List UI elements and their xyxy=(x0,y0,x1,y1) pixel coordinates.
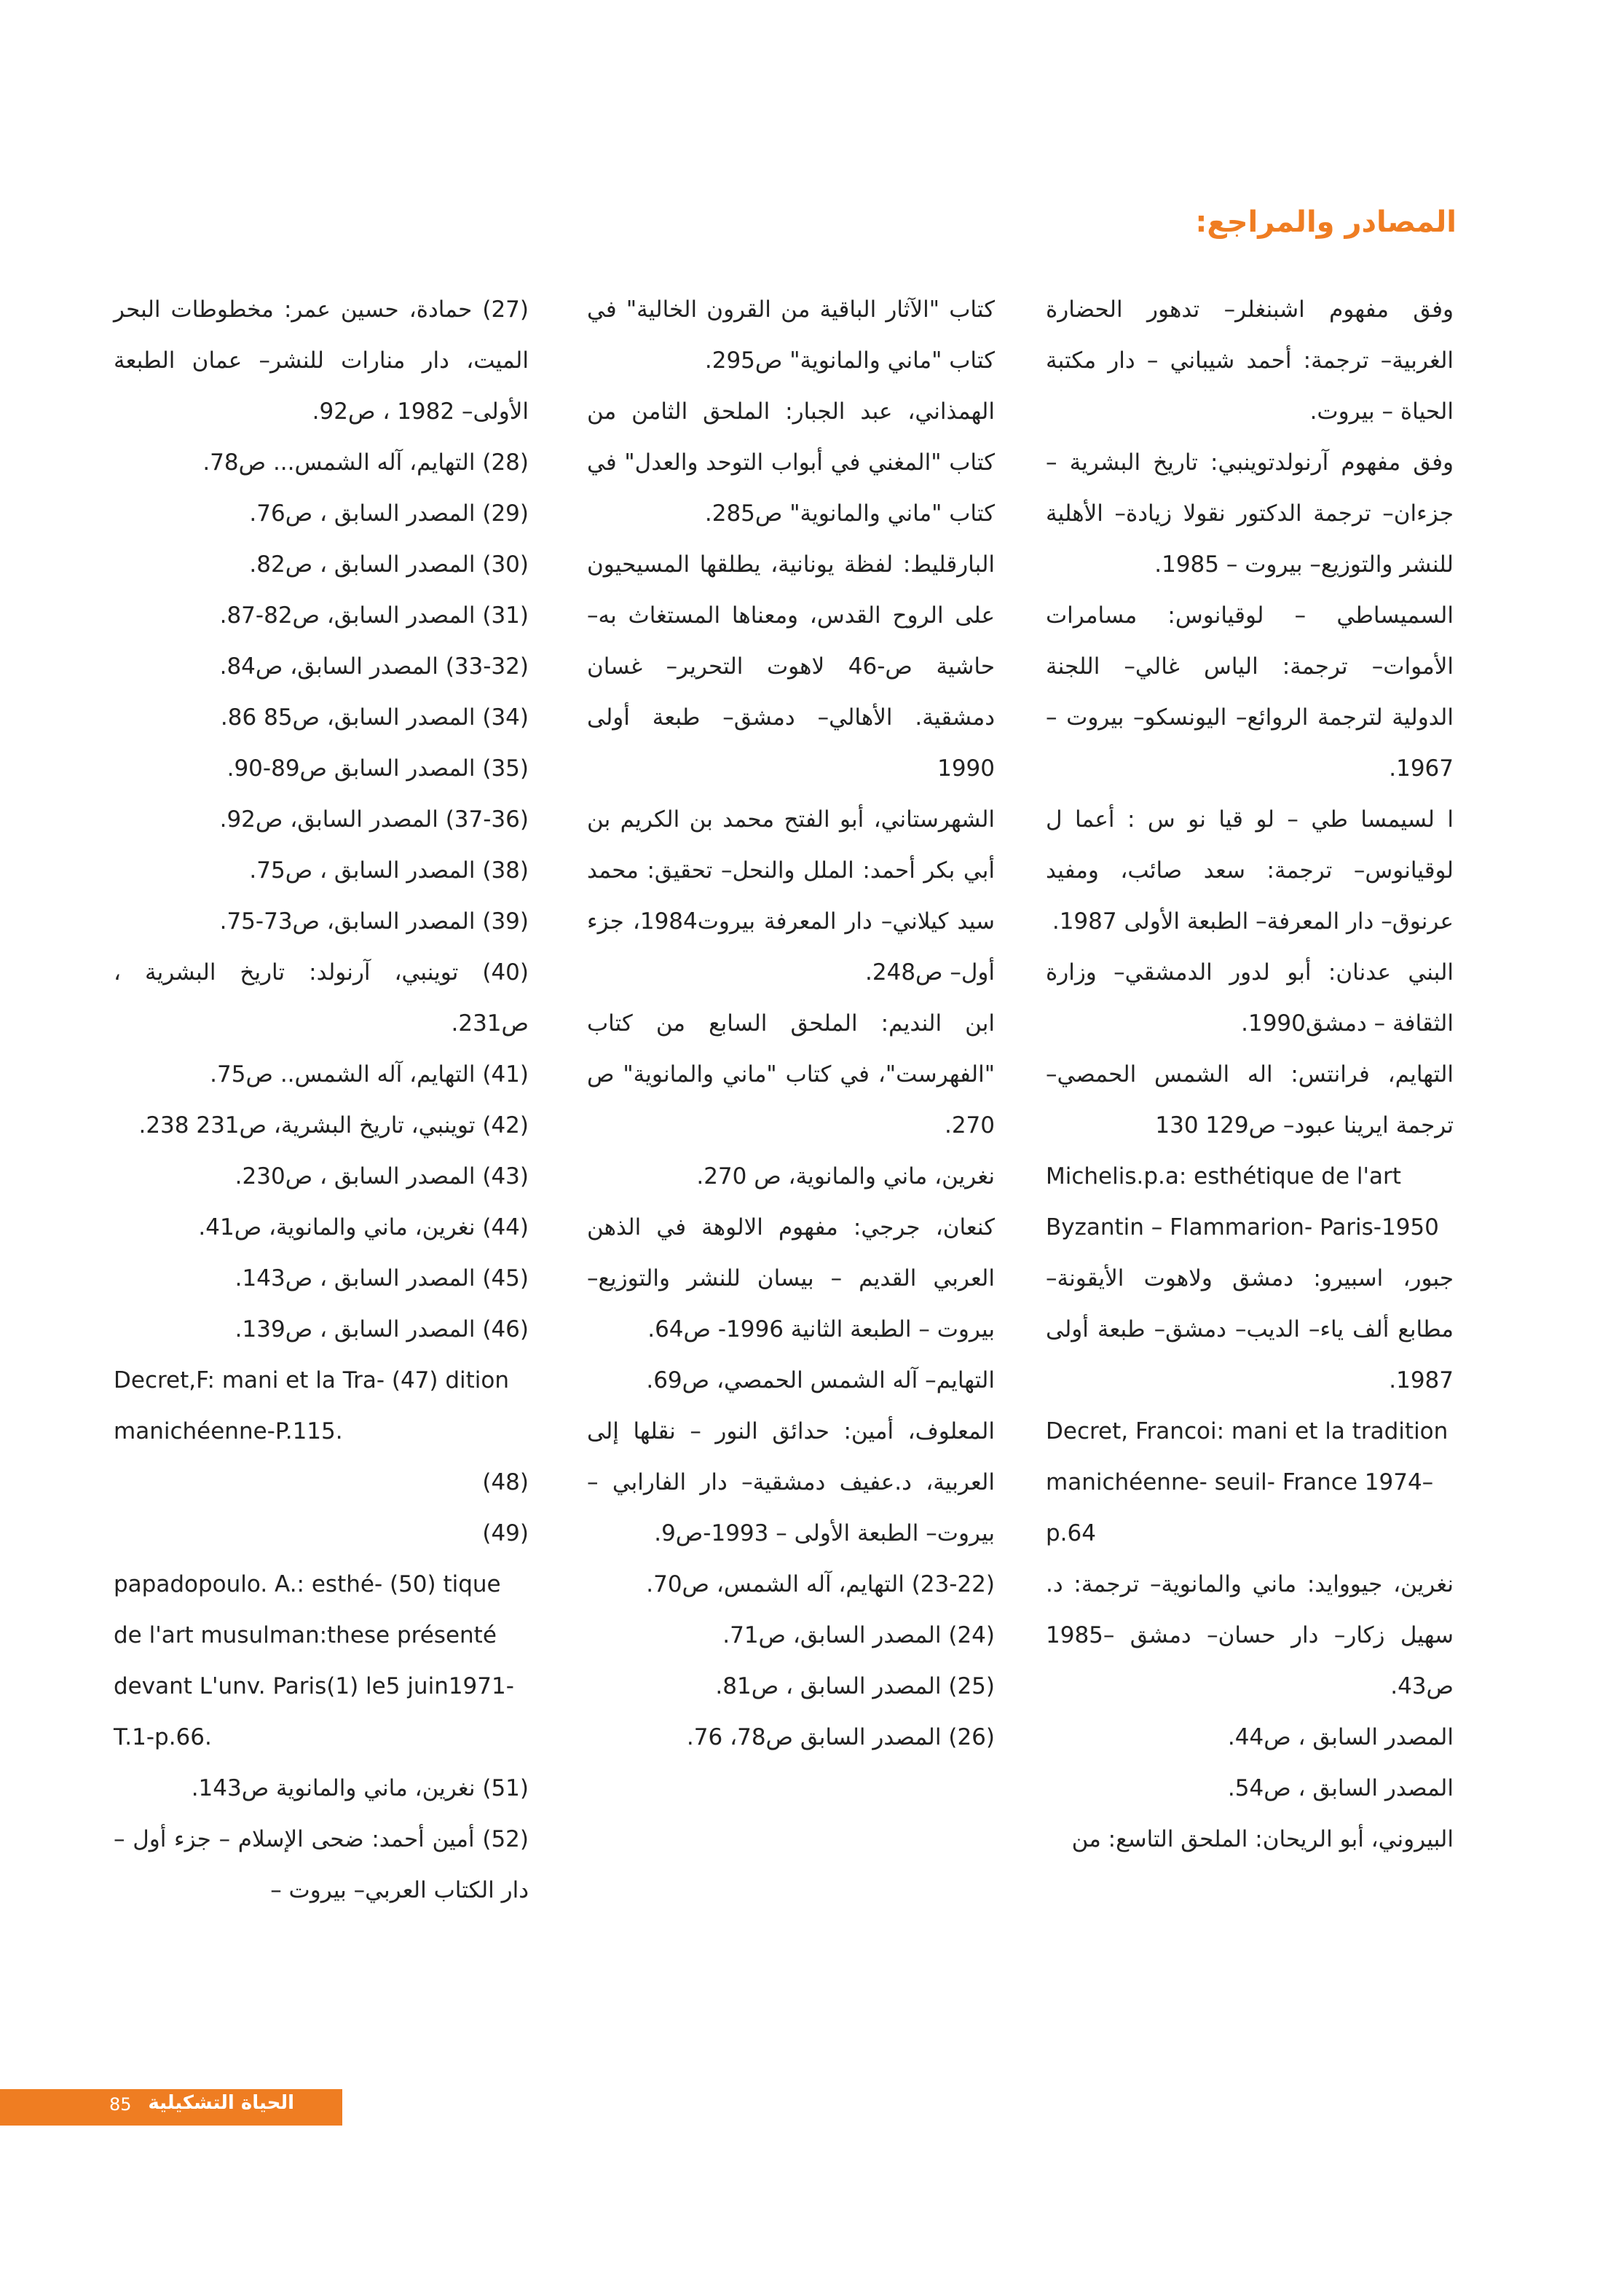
reference-entry: (25) المصدر السابق ، ص81. xyxy=(715,1673,995,1699)
reference-entry: (39) المصدر السابق، ص73-75. xyxy=(219,908,529,935)
reference-entry: (26) المصدر السابق ص78، 76. xyxy=(686,1724,995,1750)
reference-entry: (35) المصدر السابق ص89-90. xyxy=(226,755,529,782)
reference-entry: (45) المصدر السابق ، ص143. xyxy=(234,1265,529,1292)
reference-entry-latin: papadopoulo. A.: esthé- (50) tique de l'art musulman:these présenté devant L'unv. Paris(1) le5 juin1971- T.1-p.66. xyxy=(114,1571,514,1750)
reference-entry: البيروني، أبو الريحان: الملحق التاسع: من xyxy=(1071,1826,1454,1852)
page-number: 85 xyxy=(109,2094,132,2115)
reference-entry: المصدر السابق ، ص44. xyxy=(1227,1724,1454,1750)
references-column-middle xyxy=(587,284,995,1763)
reference-entry: (23-22) التهايم، آله الشمس، ص70. xyxy=(646,1571,995,1597)
reference-entry: كنعان، جرجي: مفهوم الالوهة في الذهن العربي القديم – بيسان للنشر والتوزيع– بيروت – الطبعة الثانية 1996- ص64. xyxy=(587,1214,995,1342)
reference-entry: (51) نغرين، ماني والمانوية ص143. xyxy=(191,1775,529,1801)
reference-entry: (40) توينبي، آرنولد: تاريخ البشرية ، ص231. xyxy=(114,959,529,1037)
reference-entry: السميساطي – لوقيانوس: مسامرات الأموات– ترجمة: الياس غالي– اللجنة الدولية لترجمة الروائع– اليونسكو– بيروت – 1967. xyxy=(1046,602,1454,782)
reference-entry: البني عدنان: أبو لدور الدمشقي– وزارة الثقافة – دمشق1990. xyxy=(1046,959,1454,1037)
reference-entry: المعلوف، أمين: حدائق النور – نقلها إلى العربية، د.عفيف دمشقية– دار الفارابي – بيروت– الطبعة الأولى – 1993-ص9. xyxy=(587,1418,995,1546)
reference-entry: كتاب "الآثار الباقية من القرون الخالية" في كتاب "ماني والمانوية" ص295. xyxy=(587,296,995,374)
reference-entry: (27) حمادة، حسين عمر: مخطوطات البحر الميت، دار منارات للنشر– عمان الطبعة الأولى– 1982 ، ص92. xyxy=(114,296,529,425)
reference-entry: نغرين، ماني والمانوية، ص 270. xyxy=(696,1163,995,1190)
reference-entry: الشهرستاني، أبو الفتح محمد بن الكريم بن أبي بكر أحمد: الملل والنحل– تحقيق: محمد سيد كيلاني– دار المعرفة بيروت1984، جزء أول– ص248. xyxy=(587,806,995,986)
reference-entry: (31) المصدر السابق، ص82-87. xyxy=(219,602,529,629)
reference-entry: البارقليط: لفظة يونانية، يطلقها المسيحيون على الروح القدس، ومعناها المستغاث به– حاشية ص-46 لاهوت التحرير– غسان دمشقية. الأهالي– دمشق– طبعة أولى 1990 xyxy=(587,551,996,782)
reference-entry-latin: Decret, Francoi: mani et la tradition manichéenne- seuil- France 1974–p.64 xyxy=(1046,1418,1449,1546)
reference-entry: التهايم– آله الشمس الحمصي، ص69. xyxy=(646,1367,995,1393)
footer-bar xyxy=(0,2089,342,2126)
reference-entry: (24) المصدر السابق، ص71. xyxy=(722,1622,995,1648)
references-column-left xyxy=(114,284,529,1916)
magazine-title: الحياة التشكيلية xyxy=(148,2092,294,2114)
reference-entry: التهايم، فرانتس: اله الشمس الحمصي– ترجمة ايرينا عبود– ص129 130 xyxy=(1046,1061,1454,1139)
reference-entry: ا لسيمسا طي – لو قيا نو س : أعما ل لوقيانوس– ترجمة: سعد صائب، ومفيد عرنوق– دار المعرفة– الطبعة الأولى 1987. xyxy=(1046,806,1454,935)
reference-entry: (33-32) المصدر السابق، ص84. xyxy=(219,653,529,680)
reference-entry: (42) توينبي، تاريخ البشرية، ص231 238. xyxy=(138,1112,529,1139)
reference-entry: وفق مفهوم آرنولدتوينبي: تاريخ البشرية – جزءان– ترجمة الدكتور نقولا زيادة– الأهلية للنشر والتوزيع– بيروت – 1985. xyxy=(1046,449,1454,578)
references-column-right xyxy=(1046,284,1454,1865)
references-heading: المصادر والمراجع: xyxy=(1195,205,1457,239)
reference-entry: (48) xyxy=(482,1469,529,1495)
reference-entry: الهمذاني، عبد الجبار: الملحق الثامن من كتاب "المغني في أبواب التوحد والعدل" في كتاب "ماني والمانوية" ص285. xyxy=(587,398,995,527)
reference-entry: (30) المصدر السابق ، ص82. xyxy=(249,551,529,578)
reference-entry: المصدر السابق ، ص54. xyxy=(1227,1775,1454,1801)
reference-entry: نغرين، جيووايد: ماني والمانوية– ترجمة: د. سهيل زكار– دار حسان– دمشق –1985 ص43. xyxy=(1046,1571,1454,1699)
reference-entry: وفق مفهوم اشبنغلر– تدهور الحضارة الغربية– ترجمة: أحمد شيباني – دار مكتبة الحياة – بيروت. xyxy=(1046,296,1454,425)
reference-entry: (34) المصدر السابق، ص85 86. xyxy=(220,704,529,731)
reference-entry: (41) التهايم، آله الشمس.. ص75. xyxy=(210,1061,529,1088)
reference-entry: (38) المصدر السابق ، ص75. xyxy=(249,857,529,884)
reference-entry: (46) المصدر السابق ، ص139. xyxy=(234,1316,529,1342)
reference-entry-latin: Michelis.p.a: esthétique de l'art Byzantin – Flammarion- Paris-1950 xyxy=(1046,1163,1439,1241)
reference-entry: (44) نغرين، ماني والمانوية، ص41. xyxy=(198,1214,529,1241)
reference-entry: (28) التهايم، آله الشمس... ص78. xyxy=(202,449,529,476)
reference-entry-latin: Decret,F: mani et la Tra- (47) dition manichéenne-P.115. xyxy=(114,1367,510,1444)
reference-entry: (29) المصدر السابق ، ص76. xyxy=(249,500,529,527)
reference-entry: (49) xyxy=(482,1520,529,1546)
reference-entry: (52) أمين أحمد: ضحى الإسلام – جزء أول – دار الكتاب العربي– بيروت – xyxy=(114,1826,529,1903)
reference-entry: ابن النديم: الملحق السابع من كتاب "الفهرست"، في كتاب "ماني والمانوية" ص 270. xyxy=(587,1010,995,1139)
reference-entry: جبور، اسبيرو: دمشق ولاهوت الأيقونة– مطابع ألف ياء– الديب– دمشق– طبعة أولى 1987. xyxy=(1046,1265,1454,1393)
reference-entry: (43) المصدر السابق ، ص230. xyxy=(234,1163,529,1190)
reference-entry: (37-36) المصدر السابق، ص92. xyxy=(219,806,529,833)
